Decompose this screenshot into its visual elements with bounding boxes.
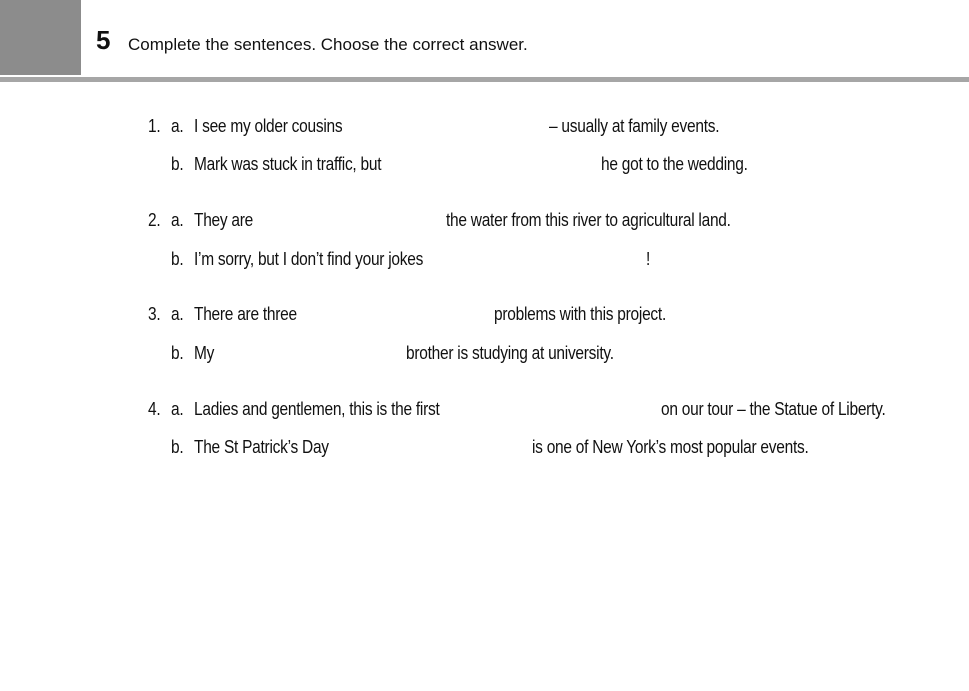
item-3a-before: There are three [194,304,297,324]
item-1b-before: Mark was stuck in traffic, but [194,154,382,174]
item-3-number: 3. [148,304,161,324]
item-1a-before: I see my older cousins [194,116,343,136]
item-3a-letter: a. [171,304,184,324]
item-2b-letter: b. [171,249,184,269]
exercise-number: 5 [96,25,111,55]
item-2b-before: I’m sorry, but I don’t find your jokes [194,249,424,269]
item-3b-after: brother is studying at university. [406,343,614,363]
header-gray-block [0,0,81,75]
item-1b-after: he got to the wedding. [601,154,748,174]
item-2a-letter: a. [171,210,184,230]
header-divider [0,77,969,82]
item-4b-before: The St Patrick’s Day [194,437,329,457]
item-3a-after: problems with this project. [494,304,666,324]
item-3b-before: My [194,343,215,363]
item-4a-after: on our tour – the Statue of Liberty. [661,399,886,419]
exercise-instruction: Complete the sentences. Choose the correct answer. [128,35,528,54]
item-1b-letter: b. [171,154,184,174]
item-1a-after: – usually at family events. [549,116,720,136]
item-2a-before: They are [194,210,254,230]
item-1-number: 1. [148,116,161,136]
item-3b-letter: b. [171,343,184,363]
item-2-number: 2. [148,210,161,230]
item-4b-letter: b. [171,437,184,457]
item-4b-after: is one of New York’s most popular events. [532,437,809,457]
item-2a-after: the water from this river to agricultural land. [446,210,731,230]
item-1a-letter: a. [171,116,184,136]
item-2b-after: ! [646,249,651,269]
item-4a-before: Ladies and gentlemen, this is the first [194,399,440,419]
item-4a-letter: a. [171,399,184,419]
item-4-number: 4. [148,399,161,419]
